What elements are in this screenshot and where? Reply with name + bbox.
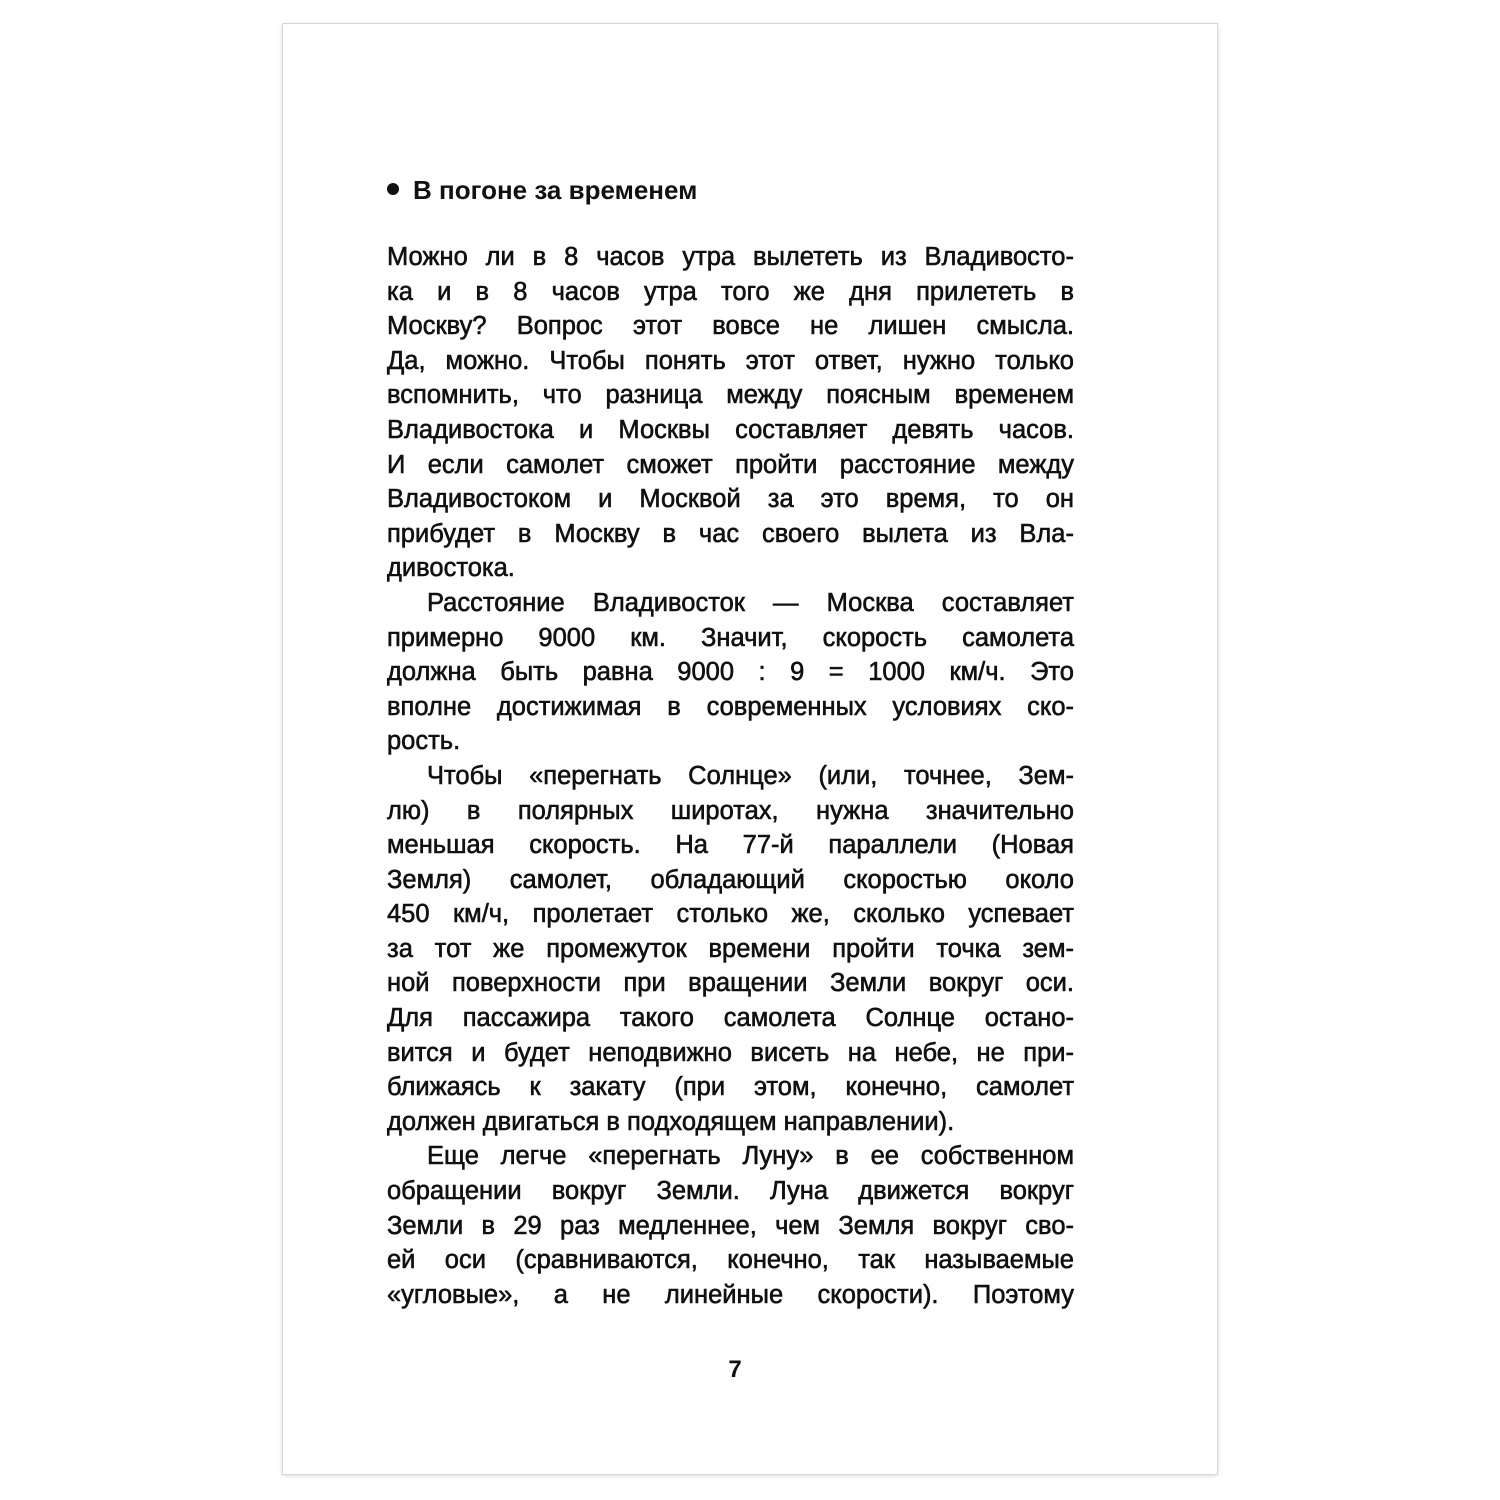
paragraph [387, 586, 1074, 759]
text-line: 450 км/ч, пролетает столько же, сколько успевает [387, 900, 1074, 929]
text-line: Владивостоком и Москвой за это время, то он [387, 485, 1074, 514]
section-heading [387, 173, 697, 207]
text-line: дивостока. [387, 554, 515, 583]
paragraph [387, 759, 1074, 1140]
text-line: лю) в полярных широтах, нужна значительно [387, 796, 1074, 825]
text-line: Расстояние Владивосток — Москва составляет [427, 588, 1074, 617]
text-line: ей оси (сравниваются, конечно, так называемые [387, 1246, 1074, 1275]
text-line: ной поверхности при вращении Земли вокруг оси. [387, 969, 1074, 998]
text-line: меньшая скорость. На 77-й параллели (Новая [387, 831, 1074, 860]
text-line: вполне достижимая в современных условиях ско- [387, 692, 1074, 721]
text-line: ка и в 8 часов утра того же дня прилететь в [387, 277, 1074, 306]
text-line: Для пассажира такого самолета Солнце остано- [387, 1004, 1074, 1033]
paragraph [387, 1139, 1074, 1312]
text-line: должна быть равна 9000 : 9 = 1000 км/ч. Это [387, 658, 1074, 687]
bullet-icon [387, 183, 399, 195]
text-line: Можно ли в 8 часов утра вылететь из Владивосто- [387, 243, 1074, 271]
text-line: должен двигаться в подходящем направлении). [387, 1107, 955, 1136]
text-line: вспомнить, что разница между поясным временем [387, 381, 1074, 410]
text-line: И если самолет сможет пройти расстояние между [387, 450, 1074, 479]
page-number: 7 [728, 1356, 742, 1383]
text-line: Чтобы «перегнать Солнце» (или, точнее, Зем- [427, 761, 1074, 790]
text-line: вится и будет неподвижно висеть на небе, не при- [387, 1038, 1074, 1067]
section-heading-text: В погоне за временем [413, 175, 698, 205]
text-line: за тот же промежуток времени пройти точка зем- [387, 934, 1074, 963]
text-line: Да, можно. Чтобы понять этот ответ, нужно только [387, 346, 1074, 375]
paragraph [387, 240, 1074, 586]
text-line: ближаясь к закату (при этом, конечно, самолет [387, 1073, 1074, 1102]
text-line: примерно 9000 км. Значит, скорость самолета [387, 623, 1074, 652]
body-text [387, 240, 1074, 1312]
text-line: Земля) самолет, обладающий скоростью около [387, 865, 1074, 894]
text-line: обращении вокруг Земли. Луна движется вокруг [387, 1177, 1074, 1206]
text-line: Владивостока и Москвы составляет девять часов. [387, 415, 1074, 444]
text-line: Еще легче «перегнать Луну» в ее собственном [427, 1142, 1074, 1171]
text-line: Москву? Вопрос этот вовсе не лишен смысла. [387, 312, 1074, 341]
text-line: рость. [387, 727, 461, 756]
text-line: прибудет в Москву в час своего вылета из Вла- [387, 519, 1074, 548]
text-line: Земли в 29 раз медленнее, чем Земля вокруг сво- [387, 1211, 1074, 1240]
text-line: «угловые», а не линейные скорости). Поэтому [387, 1280, 1074, 1309]
